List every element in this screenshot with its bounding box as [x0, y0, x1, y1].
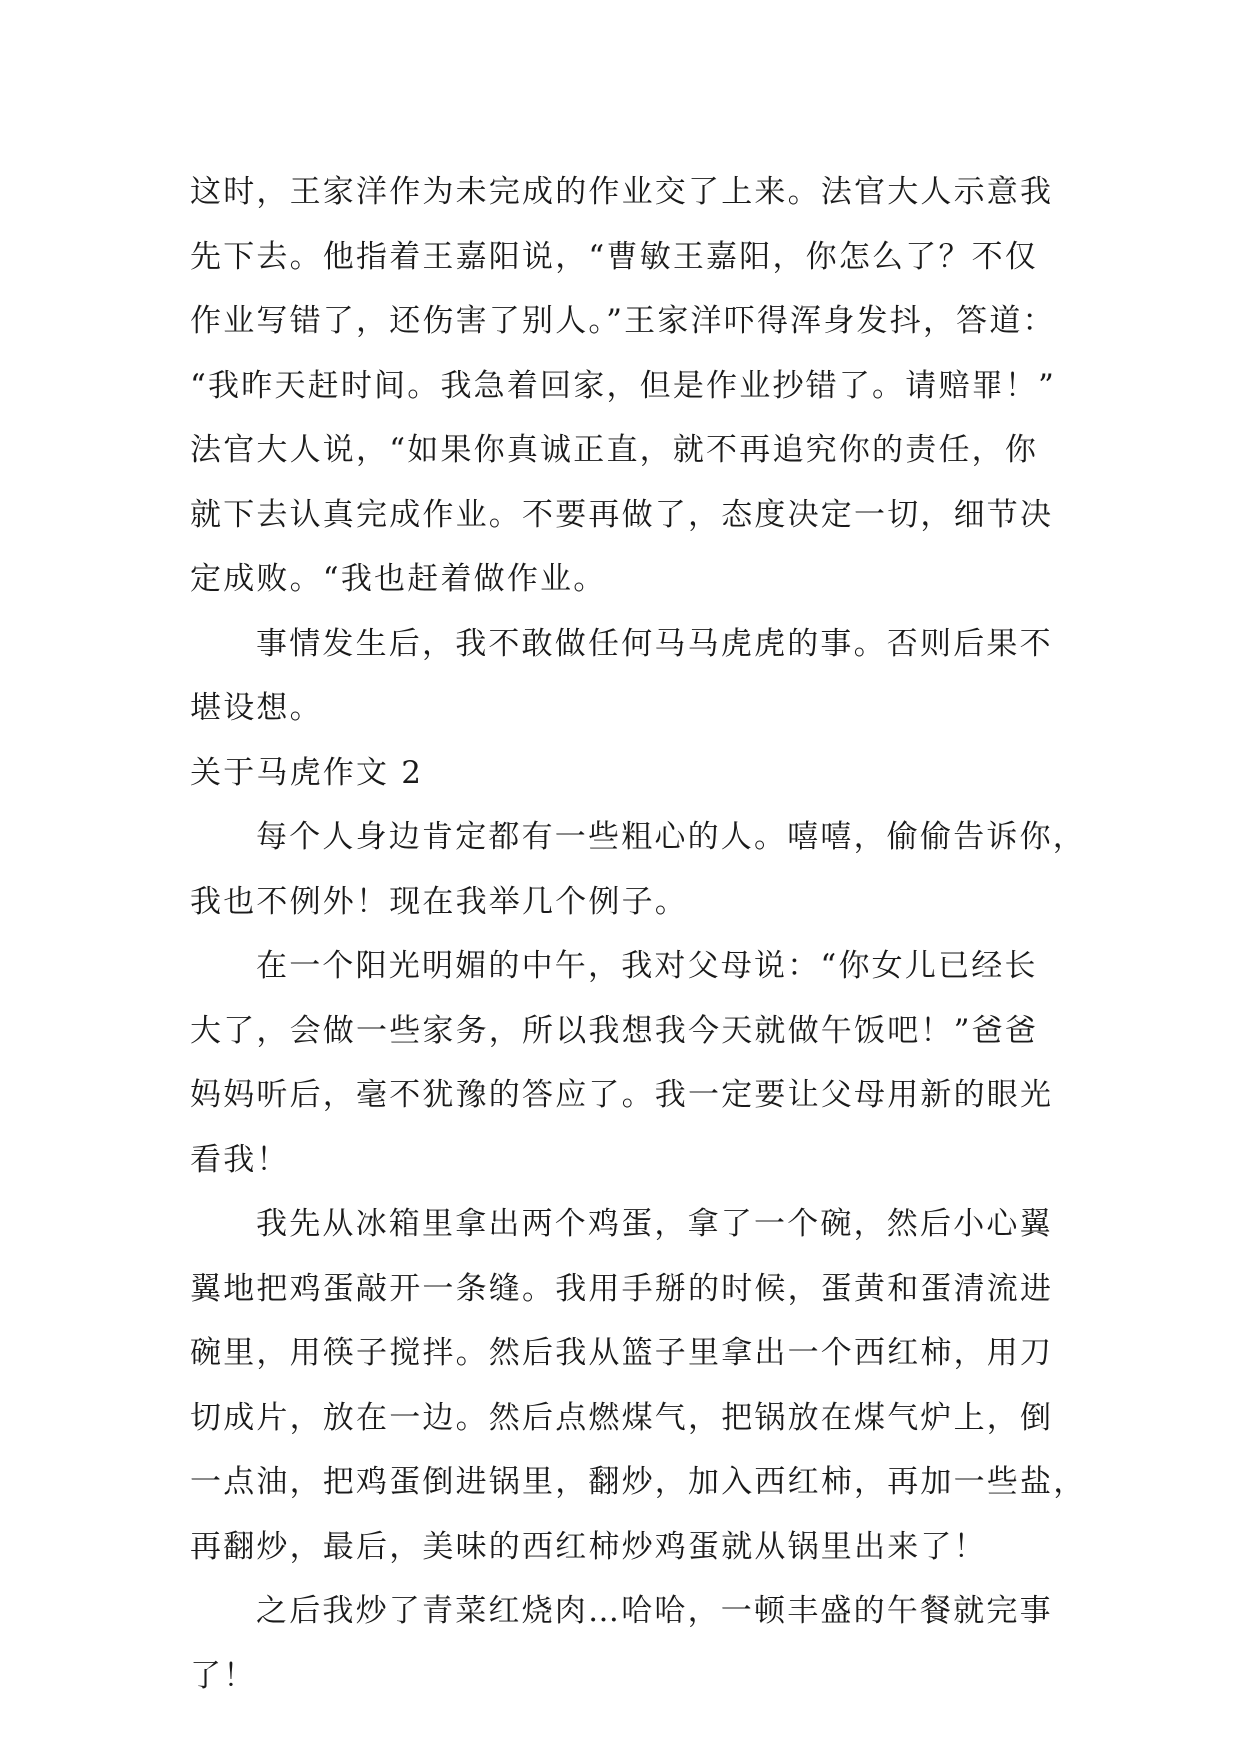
text-line: 大了，会做一些家务，所以我想我今天就做午饭吧！”爸爸: [190, 1012, 1039, 1049]
text-line: 看我！: [190, 1141, 290, 1178]
section-heading: 关于马虎作文 2: [190, 754, 424, 791]
text-line: 堪设想。: [190, 690, 323, 726]
paragraph-4: [190, 934, 1090, 1192]
text-line: 妈妈听后，毫不犹豫的答应了。我一定要让父母用新的眼光: [190, 1077, 1054, 1113]
text-line: 切成片，放在一边。然后点燃煤气，把锅放在煤气炉上，倒: [190, 1399, 1054, 1436]
text-line: 碗里，用筷子搅拌。然后我从篮子里拿出一个西红柿，用刀: [190, 1335, 1054, 1371]
text-line: 每个人身边肯定都有一些粗心的人。嘻嘻，偷偷告诉你，: [256, 819, 1086, 855]
text-line: 就下去认真完成作业。不要再做了，态度决定一切，细节决: [190, 496, 1054, 533]
text-line: 定成败。“我也赶着做作业。: [190, 561, 607, 597]
text-line: 法官大人说，“如果你真诚正直，就不再追究你的责任，你: [190, 432, 1039, 468]
paragraph-1: [190, 160, 1090, 612]
text-line: 我先从冰箱里拿出两个鸡蛋，拿了一个碗，然后小心翼: [256, 1206, 1053, 1242]
document-body: [190, 160, 1090, 1708]
text-line: 我也不例外！现在我举几个例子。: [190, 883, 688, 920]
text-line: 再翻炒，最后，美味的西红柿炒鸡蛋就从锅里出来了！: [190, 1528, 987, 1565]
text-line: 事情发生后，我不敢做任何马马虎虎的事。否则后果不: [256, 625, 1053, 662]
text-line: 先下去。他指着王嘉阳说，“曹敏王嘉阳，你怎么了？不仅: [190, 238, 1039, 275]
text-line: 之后我炒了青菜红烧肉…哈哈，一顿丰盛的午餐就完事: [256, 1593, 1053, 1629]
text-line: 在一个阳光明媚的中午，我对父母说：“你女儿已经长: [256, 948, 1038, 984]
paragraph-2: [190, 612, 1090, 741]
text-line: 这时，王家洋作为未完成的作业交了上来。法官大人示意我: [190, 174, 1054, 210]
text-line: 翼地把鸡蛋敲开一条缝。我用手掰的时候，蛋黄和蛋清流进: [190, 1270, 1054, 1307]
text-line: “我昨天赶时间。我急着回家，但是作业抄错了。请赔罪！”: [190, 367, 1057, 404]
text-line: 了！: [190, 1657, 257, 1694]
paragraph-5: [190, 1192, 1090, 1579]
paragraph-6: [190, 1579, 1090, 1708]
paragraph-3: [190, 805, 1090, 934]
text-line: 作业写错了，还伤害了别人。”王家洋吓得浑身发抖，答道：: [190, 303, 1056, 339]
text-line: 一点油，把鸡蛋倒进锅里，翻炒，加入西红柿，再加一些盐，: [190, 1464, 1087, 1500]
